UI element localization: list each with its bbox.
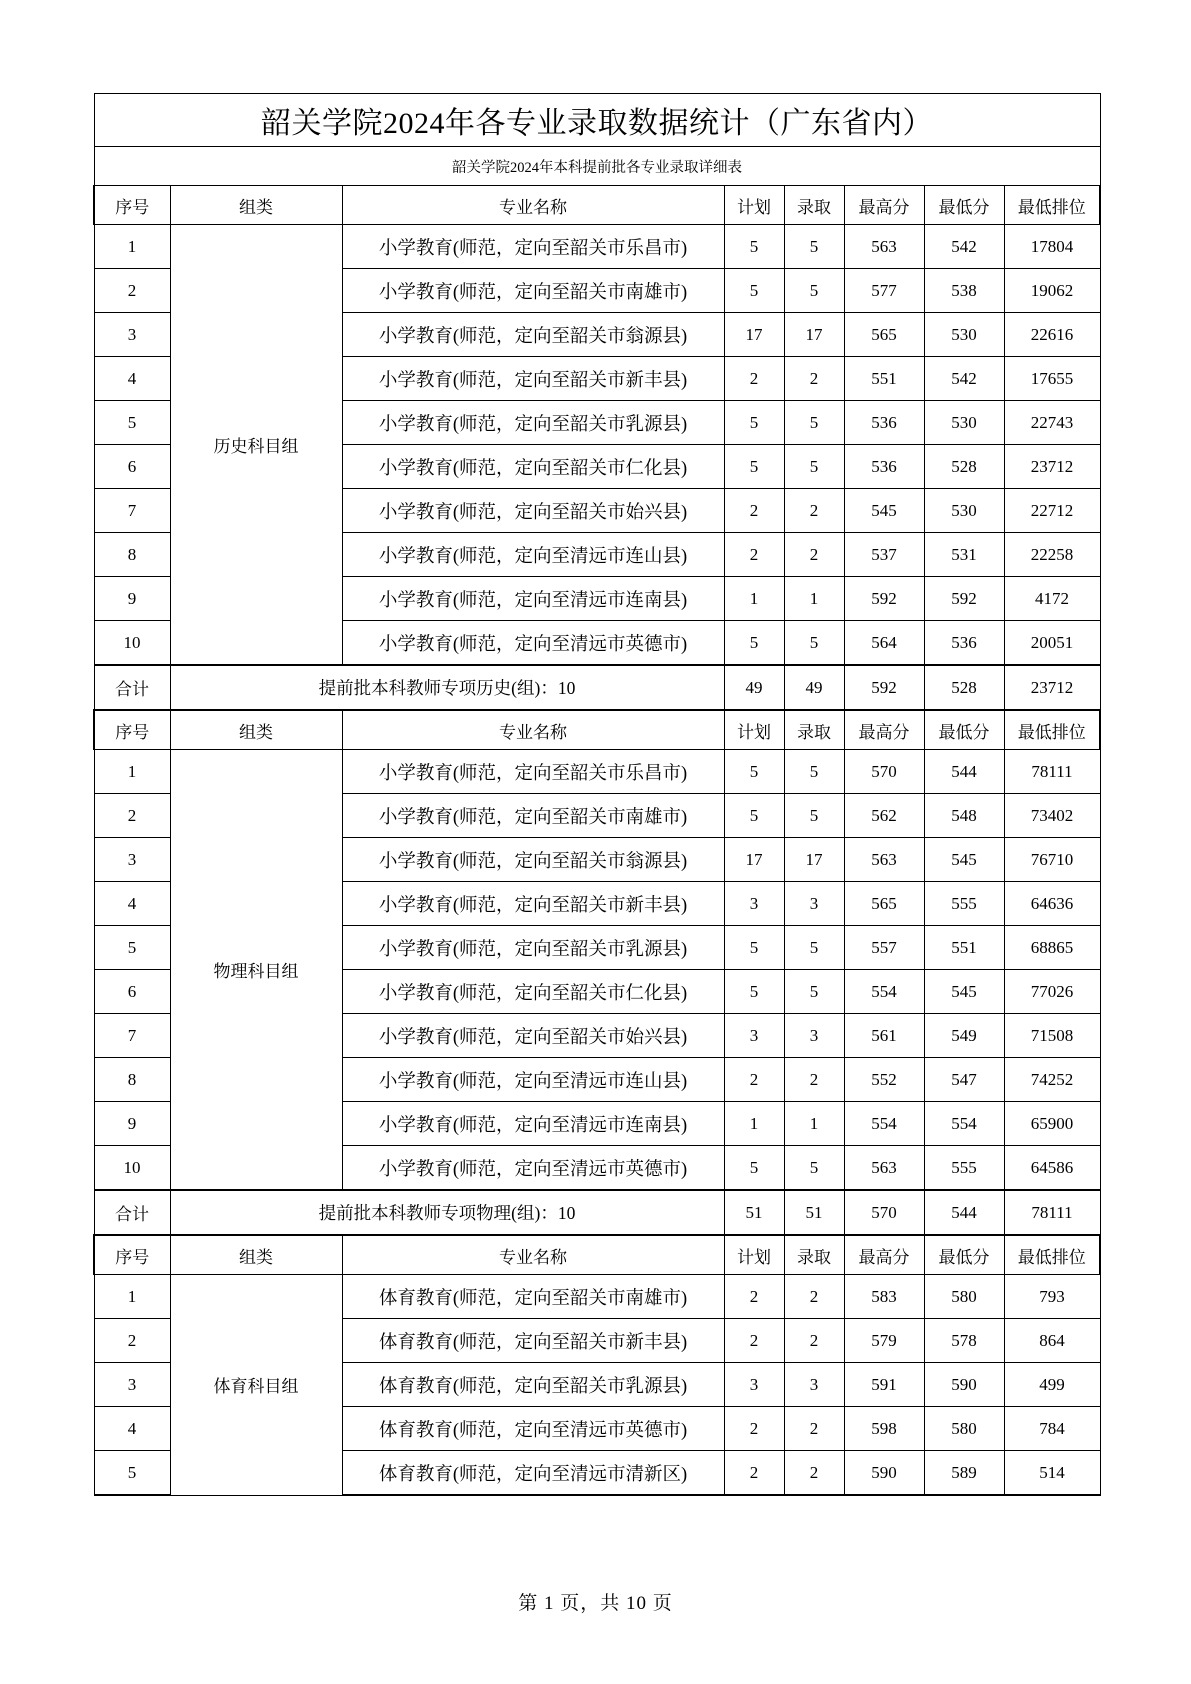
cell-min_score: 549: [924, 1014, 1004, 1058]
cell-seq: 1: [94, 225, 170, 269]
total-description: 提前批本科教师专项物理(组)：10: [170, 1190, 724, 1235]
column-header-min_score: 最低分: [924, 710, 1004, 750]
cell-seq: 1: [94, 750, 170, 794]
cell-seq: 3: [94, 838, 170, 882]
cell-max_score: 563: [844, 838, 924, 882]
cell-seq: 9: [94, 1102, 170, 1146]
column-header-seq: 序号: [94, 710, 170, 750]
cell-plan: 2: [724, 489, 784, 533]
cell-seq: 10: [94, 621, 170, 666]
cell-plan: 5: [724, 794, 784, 838]
cell-min_score: 590: [924, 1363, 1004, 1407]
cell-min_score: 554: [924, 1102, 1004, 1146]
cell-min_score: 551: [924, 926, 1004, 970]
cell-min_rank: 71508: [1004, 1014, 1100, 1058]
total-plan: 49: [724, 665, 784, 710]
cell-min_rank: 22743: [1004, 401, 1100, 445]
cell-major: 体育教育(师范，定向至清远市清新区): [342, 1451, 724, 1496]
cell-min_rank: 4172: [1004, 577, 1100, 621]
cell-plan: 2: [724, 1319, 784, 1363]
cell-seq: 5: [94, 926, 170, 970]
cell-major: 小学教育(师范，定向至韶关市乳源县): [342, 401, 724, 445]
cell-min_rank: 68865: [1004, 926, 1100, 970]
document-title: 韶关学院2024年各专业录取数据统计（广东省内）: [94, 94, 1100, 147]
cell-max_score: 570: [844, 750, 924, 794]
cell-min_rank: 19062: [1004, 269, 1100, 313]
cell-min_rank: 74252: [1004, 1058, 1100, 1102]
cell-major: 小学教育(师范，定向至清远市连山县): [342, 1058, 724, 1102]
column-header-group: 组类: [170, 186, 342, 225]
cell-max_score: 537: [844, 533, 924, 577]
cell-max_score: 561: [844, 1014, 924, 1058]
cell-admitted: 17: [784, 313, 844, 357]
document-subtitle: 韶关学院2024年本科提前批各专业录取详细表: [94, 147, 1100, 186]
column-header-major: 专业名称: [342, 710, 724, 750]
cell-admitted: 2: [784, 533, 844, 577]
total-admitted: 49: [784, 665, 844, 710]
cell-max_score: 563: [844, 225, 924, 269]
cell-seq: 2: [94, 794, 170, 838]
cell-admitted: 2: [784, 357, 844, 401]
cell-admitted: 5: [784, 269, 844, 313]
cell-min_rank: 22616: [1004, 313, 1100, 357]
cell-major: 小学教育(师范，定向至韶关市始兴县): [342, 1014, 724, 1058]
cell-major: 体育教育(师范，定向至韶关市南雄市): [342, 1275, 724, 1319]
cell-seq: 4: [94, 882, 170, 926]
total-max_score: 592: [844, 665, 924, 710]
cell-major: 小学教育(师范，定向至韶关市仁化县): [342, 970, 724, 1014]
cell-min_score: 531: [924, 533, 1004, 577]
cell-max_score: 598: [844, 1407, 924, 1451]
cell-plan: 2: [724, 1451, 784, 1496]
cell-plan: 5: [724, 926, 784, 970]
cell-plan: 2: [724, 1275, 784, 1319]
cell-min_score: 589: [924, 1451, 1004, 1496]
cell-min_rank: 499: [1004, 1363, 1100, 1407]
cell-min_score: 536: [924, 621, 1004, 666]
cell-max_score: 563: [844, 1146, 924, 1191]
cell-max_score: 552: [844, 1058, 924, 1102]
cell-major: 小学教育(师范，定向至韶关市仁化县): [342, 445, 724, 489]
cell-admitted: 2: [784, 1058, 844, 1102]
cell-major: 小学教育(师范，定向至韶关市乐昌市): [342, 750, 724, 794]
cell-admitted: 3: [784, 1014, 844, 1058]
table-row: [94, 225, 1100, 269]
total-min_score: 528: [924, 665, 1004, 710]
column-header-seq: 序号: [94, 186, 170, 225]
cell-admitted: 5: [784, 621, 844, 666]
cell-min_score: 555: [924, 882, 1004, 926]
cell-admitted: 2: [784, 1319, 844, 1363]
cell-plan: 3: [724, 1014, 784, 1058]
total-min_rank: 78111: [1004, 1190, 1100, 1235]
cell-min_score: 530: [924, 489, 1004, 533]
column-header-row: [94, 710, 1100, 750]
cell-min_rank: 64586: [1004, 1146, 1100, 1191]
page-footer: 第 1 页，共 10 页: [518, 1593, 673, 1614]
cell-min_rank: 77026: [1004, 970, 1100, 1014]
cell-admitted: 5: [784, 1146, 844, 1191]
cell-min_score: 580: [924, 1275, 1004, 1319]
cell-seq: 2: [94, 269, 170, 313]
cell-max_score: 592: [844, 577, 924, 621]
cell-min_score: 530: [924, 313, 1004, 357]
cell-admitted: 3: [784, 882, 844, 926]
cell-min_score: 545: [924, 838, 1004, 882]
cell-seq: 3: [94, 313, 170, 357]
cell-group-name: 历史科目组: [170, 225, 342, 666]
cell-plan: 5: [724, 970, 784, 1014]
cell-min_score: 548: [924, 794, 1004, 838]
cell-max_score: 583: [844, 1275, 924, 1319]
cell-seq: 7: [94, 1014, 170, 1058]
cell-min_rank: 784: [1004, 1407, 1100, 1451]
cell-plan: 17: [724, 313, 784, 357]
cell-max_score: 577: [844, 269, 924, 313]
total-max_score: 570: [844, 1190, 924, 1235]
cell-major: 小学教育(师范，定向至清远市连南县): [342, 1102, 724, 1146]
column-header-admitted: 录取: [784, 710, 844, 750]
cell-max_score: 536: [844, 401, 924, 445]
cell-major: 体育教育(师范，定向至清远市英德市): [342, 1407, 724, 1451]
cell-seq: 6: [94, 445, 170, 489]
cell-min_rank: 20051: [1004, 621, 1100, 666]
cell-major: 小学教育(师范，定向至韶关市始兴县): [342, 489, 724, 533]
cell-min_rank: 864: [1004, 1319, 1100, 1363]
cell-major: 小学教育(师范，定向至清远市连南县): [342, 577, 724, 621]
cell-plan: 1: [724, 1102, 784, 1146]
total-label: 合计: [94, 1190, 170, 1235]
cell-admitted: 5: [784, 794, 844, 838]
cell-plan: 5: [724, 750, 784, 794]
column-header-plan: 计划: [724, 1235, 784, 1275]
column-header-min_score: 最低分: [924, 1235, 1004, 1275]
cell-group-name: 物理科目组: [170, 750, 342, 1191]
cell-seq: 5: [94, 1451, 170, 1496]
cell-admitted: 2: [784, 489, 844, 533]
cell-seq: 3: [94, 1363, 170, 1407]
cell-min_rank: 22712: [1004, 489, 1100, 533]
recruitment-statistics-table: [93, 93, 1101, 1496]
cell-min_score: 542: [924, 225, 1004, 269]
cell-admitted: 2: [784, 1275, 844, 1319]
cell-max_score: 551: [844, 357, 924, 401]
cell-plan: 3: [724, 882, 784, 926]
cell-plan: 5: [724, 401, 784, 445]
cell-admitted: 2: [784, 1451, 844, 1496]
cell-major: 小学教育(师范，定向至韶关市南雄市): [342, 794, 724, 838]
column-header-min_rank: 最低排位: [1004, 186, 1100, 225]
cell-admitted: 5: [784, 926, 844, 970]
cell-major: 小学教育(师范，定向至韶关市新丰县): [342, 882, 724, 926]
cell-min_score: 538: [924, 269, 1004, 313]
total-description: 提前批本科教师专项历史(组)：10: [170, 665, 724, 710]
cell-min_score: 592: [924, 577, 1004, 621]
cell-major: 小学教育(师范，定向至韶关市乐昌市): [342, 225, 724, 269]
column-header-plan: 计划: [724, 710, 784, 750]
cell-min_rank: 793: [1004, 1275, 1100, 1319]
cell-plan: 3: [724, 1363, 784, 1407]
total-min_score: 544: [924, 1190, 1004, 1235]
column-header-plan: 计划: [724, 186, 784, 225]
cell-seq: 4: [94, 357, 170, 401]
column-header-max_score: 最高分: [844, 1235, 924, 1275]
cell-seq: 2: [94, 1319, 170, 1363]
column-header-admitted: 录取: [784, 186, 844, 225]
cell-max_score: 536: [844, 445, 924, 489]
column-header-row: [94, 186, 1100, 225]
cell-plan: 5: [724, 621, 784, 666]
cell-min_rank: 17655: [1004, 357, 1100, 401]
cell-min_score: 545: [924, 970, 1004, 1014]
subtitle-row: [94, 147, 1100, 186]
cell-plan: 2: [724, 1407, 784, 1451]
total-admitted: 51: [784, 1190, 844, 1235]
cell-seq: 10: [94, 1146, 170, 1191]
cell-seq: 8: [94, 1058, 170, 1102]
cell-admitted: 2: [784, 1407, 844, 1451]
cell-major: 小学教育(师范，定向至韶关市翁源县): [342, 313, 724, 357]
cell-plan: 5: [724, 225, 784, 269]
cell-plan: 5: [724, 445, 784, 489]
cell-seq: 7: [94, 489, 170, 533]
total-row: [94, 1190, 1100, 1235]
cell-min_rank: 22258: [1004, 533, 1100, 577]
cell-major: 小学教育(师范，定向至韶关市南雄市): [342, 269, 724, 313]
cell-major: 小学教育(师范，定向至韶关市新丰县): [342, 357, 724, 401]
column-header-seq: 序号: [94, 1235, 170, 1275]
total-plan: 51: [724, 1190, 784, 1235]
cell-major: 小学教育(师范，定向至韶关市乳源县): [342, 926, 724, 970]
cell-plan: 5: [724, 1146, 784, 1191]
cell-min_score: 544: [924, 750, 1004, 794]
cell-major: 小学教育(师范，定向至清远市英德市): [342, 621, 724, 666]
cell-admitted: 5: [784, 750, 844, 794]
cell-admitted: 5: [784, 445, 844, 489]
cell-min_rank: 23712: [1004, 445, 1100, 489]
column-header-group: 组类: [170, 1235, 342, 1275]
document-page: [93, 93, 1099, 1496]
cell-min_rank: 65900: [1004, 1102, 1100, 1146]
cell-max_score: 554: [844, 1102, 924, 1146]
cell-min_score: 547: [924, 1058, 1004, 1102]
cell-min_rank: 73402: [1004, 794, 1100, 838]
cell-max_score: 591: [844, 1363, 924, 1407]
column-header-min_rank: 最低排位: [1004, 710, 1100, 750]
cell-admitted: 17: [784, 838, 844, 882]
cell-min_score: 580: [924, 1407, 1004, 1451]
cell-major: 小学教育(师范，定向至清远市连山县): [342, 533, 724, 577]
title-row: [94, 94, 1100, 147]
cell-max_score: 590: [844, 1451, 924, 1496]
cell-seq: 5: [94, 401, 170, 445]
column-header-group: 组类: [170, 710, 342, 750]
cell-seq: 8: [94, 533, 170, 577]
cell-max_score: 564: [844, 621, 924, 666]
column-header-row: [94, 1235, 1100, 1275]
cell-major: 体育教育(师范，定向至韶关市新丰县): [342, 1319, 724, 1363]
cell-min_score: 528: [924, 445, 1004, 489]
cell-max_score: 545: [844, 489, 924, 533]
cell-min_score: 578: [924, 1319, 1004, 1363]
column-header-max_score: 最高分: [844, 710, 924, 750]
cell-min_rank: 514: [1004, 1451, 1100, 1496]
cell-min_rank: 64636: [1004, 882, 1100, 926]
cell-admitted: 1: [784, 1102, 844, 1146]
column-header-min_rank: 最低排位: [1004, 1235, 1100, 1275]
cell-max_score: 557: [844, 926, 924, 970]
cell-admitted: 5: [784, 970, 844, 1014]
cell-major: 小学教育(师范，定向至清远市英德市): [342, 1146, 724, 1191]
cell-seq: 4: [94, 1407, 170, 1451]
cell-plan: 2: [724, 533, 784, 577]
cell-seq: 1: [94, 1275, 170, 1319]
cell-max_score: 565: [844, 313, 924, 357]
column-header-major: 专业名称: [342, 1235, 724, 1275]
cell-max_score: 562: [844, 794, 924, 838]
cell-plan: 2: [724, 1058, 784, 1102]
cell-major: 小学教育(师范，定向至韶关市翁源县): [342, 838, 724, 882]
cell-min_rank: 78111: [1004, 750, 1100, 794]
cell-min_score: 555: [924, 1146, 1004, 1191]
cell-admitted: 5: [784, 225, 844, 269]
column-header-major: 专业名称: [342, 186, 724, 225]
cell-min_rank: 17804: [1004, 225, 1100, 269]
total-min_rank: 23712: [1004, 665, 1100, 710]
cell-max_score: 565: [844, 882, 924, 926]
cell-max_score: 579: [844, 1319, 924, 1363]
cell-seq: 6: [94, 970, 170, 1014]
column-header-min_score: 最低分: [924, 186, 1004, 225]
column-header-max_score: 最高分: [844, 186, 924, 225]
cell-admitted: 5: [784, 401, 844, 445]
cell-max_score: 554: [844, 970, 924, 1014]
cell-plan: 1: [724, 577, 784, 621]
cell-group-name: 体育科目组: [170, 1275, 342, 1496]
cell-min_score: 530: [924, 401, 1004, 445]
total-label: 合计: [94, 665, 170, 710]
cell-min_rank: 76710: [1004, 838, 1100, 882]
cell-major: 体育教育(师范，定向至韶关市乳源县): [342, 1363, 724, 1407]
table-row: [94, 750, 1100, 794]
cell-admitted: 1: [784, 577, 844, 621]
table-row: [94, 1275, 1100, 1319]
cell-plan: 5: [724, 269, 784, 313]
cell-plan: 17: [724, 838, 784, 882]
cell-seq: 9: [94, 577, 170, 621]
column-header-admitted: 录取: [784, 1235, 844, 1275]
cell-admitted: 3: [784, 1363, 844, 1407]
total-row: [94, 665, 1100, 710]
cell-min_score: 542: [924, 357, 1004, 401]
cell-plan: 2: [724, 357, 784, 401]
